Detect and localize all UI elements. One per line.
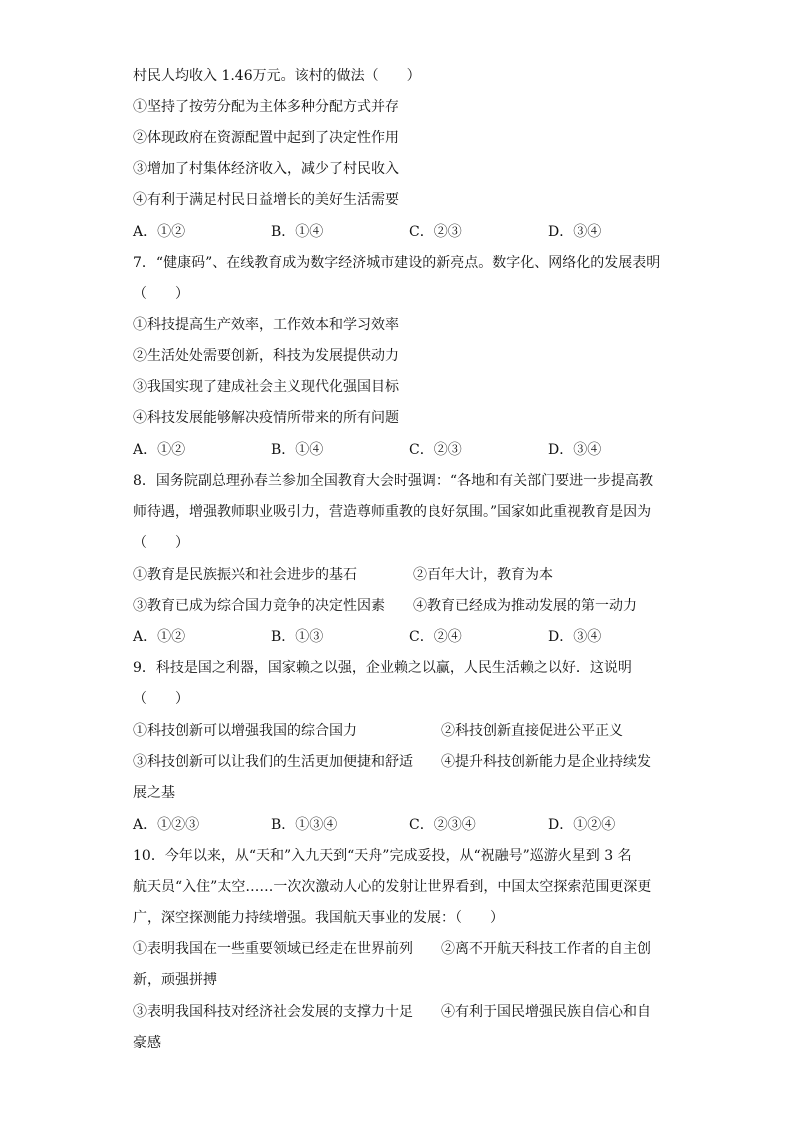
- question-7-blank: （ ）: [133, 286, 189, 302]
- question-9-option-b: B．①③④: [271, 817, 338, 833]
- question-6-statement-3: ③增加了村集体经济收入，减少了村民收入: [133, 161, 399, 177]
- question-7-option-c: C．②③: [409, 442, 462, 458]
- question-7-statement-1: ①科技提高生产效率，工作效本和学习效率: [133, 317, 399, 333]
- question-10-statement-3: ③表明我国科技对经济社会发展的支撑力十足: [133, 1004, 413, 1020]
- question-8-statement-1: ①教育是民族振兴和社会进步的基石: [133, 567, 357, 583]
- question-9-statement-4-continued: 展之基: [133, 785, 175, 801]
- question-7-stem: 7．“健康码”、在线教育成为数字经济城市建设的新亮点。数字化、网络化的发展表明: [133, 255, 661, 271]
- question-6-option-b: B．①④: [271, 224, 324, 240]
- question-9-statement-3: ③科技创新可以让我们的生活更加便捷和舒适: [133, 754, 413, 770]
- question-8-stem-line-1: 8．国务院副总理孙春兰参加全国教育大会时强调：“各地和有关部门要进一步提高教: [133, 473, 654, 489]
- question-8-option-d: D．③④: [548, 629, 602, 645]
- question-6-option-c: C．②③: [409, 224, 462, 240]
- question-6-statement-1: ①坚持了按劳分配为主体多种分配方式并存: [133, 99, 399, 115]
- question-9-option-a: A．①②③: [133, 817, 200, 833]
- question-7-option-a: A．①②: [133, 442, 186, 458]
- question-9-statement-4: ④提升科技创新能力是企业持续发: [441, 754, 651, 770]
- question-8-statement-3: ③教育已成为综合国力竞争的决定性因素: [133, 598, 385, 614]
- question-7-statement-4: ④科技发展能够解决疫情所带来的所有问题: [133, 410, 399, 426]
- question-9-option-c: C．②③④: [409, 817, 476, 833]
- question-10-statement-2: ②离不开航天科技工作者的自主创: [441, 941, 651, 957]
- question-6-option-a: A．①②: [133, 224, 186, 240]
- question-8-option-b: B．①③: [271, 629, 324, 645]
- question-8-option-c: C．②④: [409, 629, 462, 645]
- question-9-stem: 9．科技是国之利器，国家赖之以强，企业赖之以赢，人民生活赖之以好．这说明: [133, 660, 632, 676]
- question-10-stem-line-2: 航天员“入住”太空……一次次激动人心的发射让世界看到，中国太空探索范围更深更: [133, 879, 652, 895]
- question-7-option-b: B．①④: [271, 442, 324, 458]
- question-8-statement-4: ④教育已经成为推动发展的第一动力: [413, 598, 637, 614]
- question-8-blank: （ ）: [133, 535, 189, 551]
- question-9-blank: （ ）: [133, 691, 189, 707]
- question-6-option-d: D．③④: [548, 224, 602, 240]
- question-10-stem-line-1: 10．今年以来，从“天和”入九天到“天舟”完成妥投，从“祝融号”巡游火星到 3 名: [133, 848, 632, 864]
- question-9-statement-2: ②科技创新直接促进公平正义: [441, 723, 623, 739]
- question-6-statement-2: ②体现政府在资源配置中起到了决定性作用: [133, 130, 399, 146]
- question-9-statement-1: ①科技创新可以增强我国的综合国力: [133, 723, 357, 739]
- question-10-statement-1: ①表明我国在一些重要领域已经走在世界前列: [133, 941, 413, 957]
- question-6-statement-4: ④有利于满足村民日益增长的美好生活需要: [133, 192, 399, 208]
- question-8-option-a: A．①②: [133, 629, 186, 645]
- question-10-statement-2-continued: 新，顽强拼搏: [133, 972, 217, 988]
- question-10-stem-line-3: 广，深空探测能力持续增强。我国航天事业的发展：（ ）: [133, 910, 504, 926]
- question-7-option-d: D．③④: [548, 442, 602, 458]
- question-7-statement-2: ②生活处处需要创新，科技为发展提供动力: [133, 348, 399, 364]
- question-7-statement-3: ③我国实现了建成社会主义现代化强国目标: [133, 379, 399, 395]
- question-10-statement-4-continued: 豪感: [133, 1035, 161, 1051]
- question-9-option-d: D．①②④: [548, 817, 616, 833]
- question-8-stem-line-2: 师待遇，增强教师职业吸引力，营造尊师重教的良好氛围。”国家如此重视教育是因为: [133, 504, 652, 520]
- question-10-statement-4: ④有利于国民增强民族自信心和自: [441, 1004, 651, 1020]
- question-8-statement-2: ②百年大计，教育为本: [413, 567, 553, 583]
- question-6-stem-tail: 村民人均收入 1.46万元。该村的做法（ ）: [133, 68, 421, 84]
